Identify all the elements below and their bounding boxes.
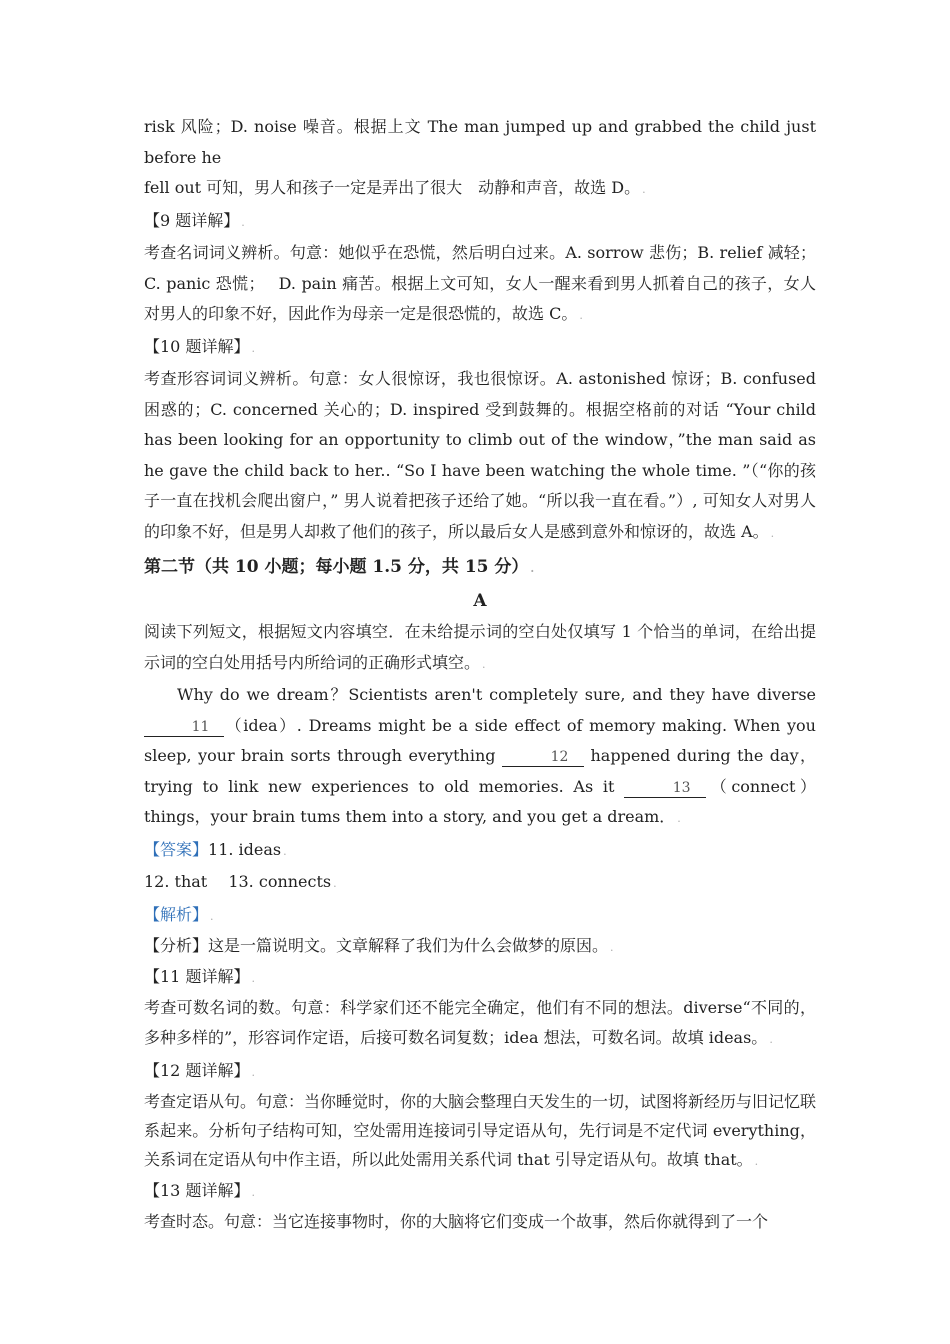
explanation-q11: 考查可数名词的数。句意：科学家们还不能完全确定，他们有不同的想法。diverse“不同的，多种多样的”，形容词作定语，后接可数名词复数；idea 想法，可数名词。故填 ideas。 . xyxy=(144,997,816,1047)
section-heading-q10: 【10 题详解】 . xyxy=(144,336,255,356)
explanation-q10: 考查形容词词义辨析。句意：女人很惊讶，我也很惊讶。A. astonished 惊讶；B. confused 困惑的；C. concerned 关心的；D. inspired 受到鼓舞的。根据空格前的对话 “Your child has been looking for an opportunity to climb out of the window，”the man said as he gave the child back to her.. “So I have been watching the whole time. ”（“你的孩子一直在找机会爬出窗户，” 男人说着把孩子还给了她。“所以我一直在看。”）, 可知女人对男人的印象不好，但是男人却救了他们的孩子，所以最后女人是感到意外和惊讶的，故选 A。 . xyxy=(144,369,816,541)
answer-tag: 【答案】 xyxy=(144,839,209,859)
blank-13: 13 xyxy=(624,779,706,798)
paragraph-mark: . xyxy=(241,215,245,229)
section-heading-q9: 【9 题详解】 . xyxy=(144,210,245,230)
paragraph-mark: . xyxy=(530,562,535,575)
paragraph-mark: . xyxy=(251,1065,255,1079)
paragraph-mark: . xyxy=(210,909,214,923)
paragraph-mark: . xyxy=(610,940,614,954)
passage-letter: A xyxy=(473,591,487,611)
paragraph-mark: . xyxy=(251,341,255,355)
paragraph-mark: . xyxy=(754,1154,759,1168)
blank-11: 11 xyxy=(144,718,224,737)
document-body xyxy=(144,112,816,1236)
section-heading-q13: 【13 题详解】 . xyxy=(144,1180,255,1200)
blank-12: 12 xyxy=(502,748,584,767)
paragraph-mark: . xyxy=(642,183,646,196)
paragraph-mark: . xyxy=(770,526,775,540)
analysis-summary: 【分析】这是一篇说明文。文章解释了我们为什么会做梦的原因。 . xyxy=(144,935,614,955)
paragraph-mark: . xyxy=(283,844,287,858)
paragraph-mark: . xyxy=(579,309,583,322)
paragraph-mark: . xyxy=(769,1033,773,1046)
answer-line: 12. that 13. connects . xyxy=(144,872,337,891)
paragraph-mark: . xyxy=(333,877,337,890)
section-heading-q12: 【12 题详解】 . xyxy=(144,1060,255,1080)
explanation-q9: 考查名词词义辨析。句意：她似乎在恐慌，然后明白过来。A. sorrow 悲伤；B. relief 减轻；C. panic 恐慌； D. pain 痛苦。根据上文可知，女人一醒来看到男人抓着自己的孩子，女人对男人的印象不好，因此作为母亲一定是很恐慌的，故选 C。 . xyxy=(144,243,816,323)
analysis-tag: 【解析】 . xyxy=(144,904,214,924)
passage-text: Why do we dream？Scientists aren't completely sure, and they have diverse11 （idea）. Dreams might be a side effect of memory making. When you sleep, your brain sorts through everything 12 happened during the day，trying to link new experiences to old memories. As it 13 （connect）things，your brain tums them into a story, and you get a dream． . xyxy=(144,685,817,826)
text-line: fell out 可知，男人和孩子一定是弄出了很大 动静和声音，故选 D。 . xyxy=(144,178,646,197)
answer-line: 【答案】11. ideas . xyxy=(144,839,287,859)
paragraph-mark: . xyxy=(251,1185,255,1199)
instructions: 阅读下列短文，根据短文内容填空．在未给提示词的空白处仅填写 1 个恰当的单词，在给出提示词的空白处用括号内所给词的正确形式填空。 . xyxy=(144,622,816,672)
explanation-q13: 考查时态。句意：当它连接事物时，你的大脑将它们变成一个故事，然后你就得到了一个 xyxy=(144,1211,769,1231)
explanation-q12: 考查定语从句。句意：当你睡觉时，你的大脑会整理白天发生的一切，试图将新经历与旧记忆联系起来。分析句子结构可知，空处需用连接词引导定语从句，先行词是不定代词 everything，关系词在定语从句中作主语，所以此处需用关系代词 that 引导定语从句。故填 that。 . xyxy=(144,1091,817,1169)
paragraph-mark: . xyxy=(251,971,255,985)
paragraph-mark: . xyxy=(677,812,681,825)
section-heading-q11: 【11 题详解】 . xyxy=(144,966,255,986)
section-title: 第二节（共 10 小题；每小题 1.5 分，共 15 分） . xyxy=(144,557,535,577)
text-line: risk 风险；D. noise 噪音。根据上文 The man jumped up and grabbed the child just before he xyxy=(144,117,816,167)
paragraph-mark: . xyxy=(482,657,486,671)
